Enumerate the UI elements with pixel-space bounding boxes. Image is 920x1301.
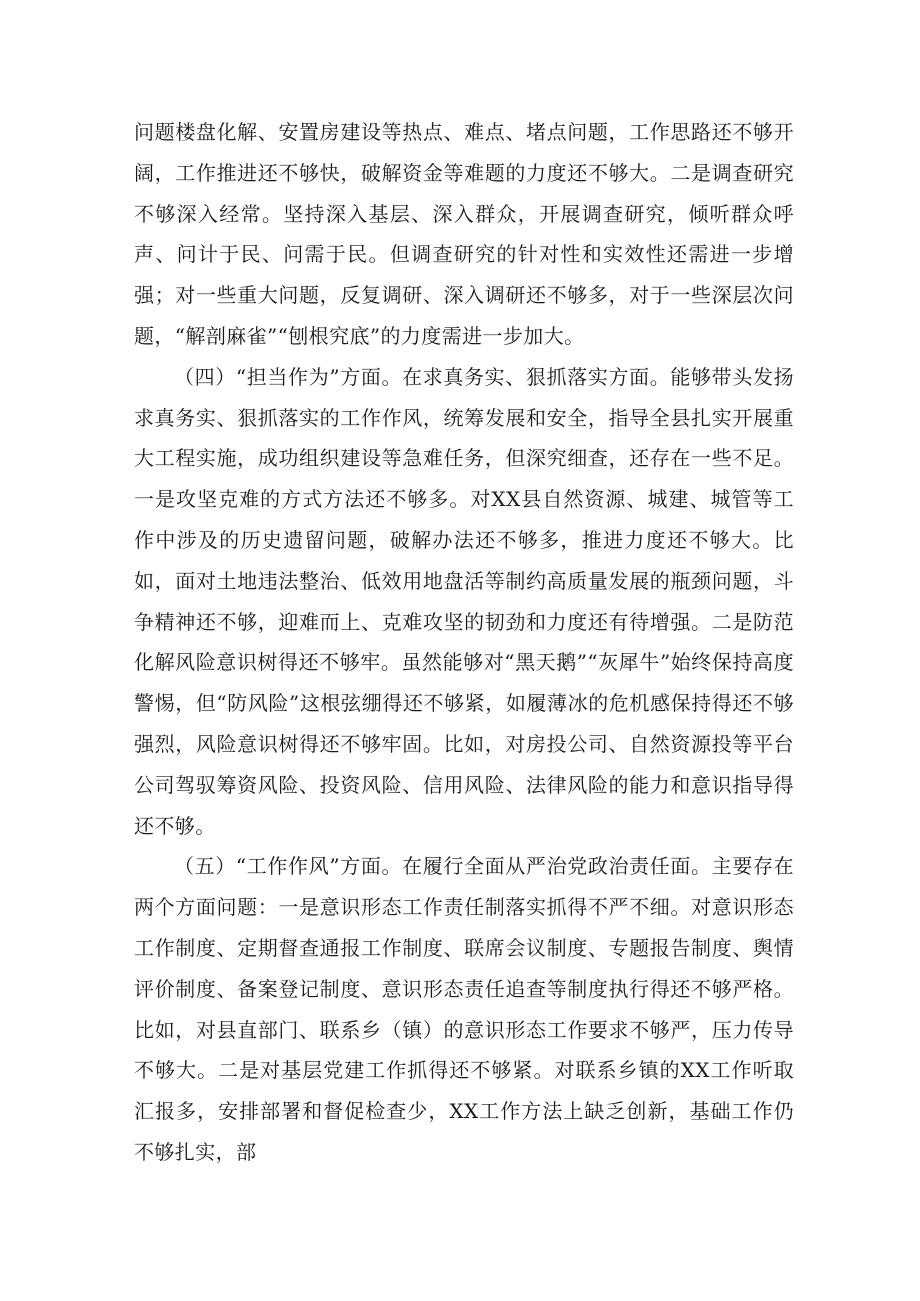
document-body <box>134 112 794 1173</box>
paragraph-section-four: （四）“担当作为”方面。在求真务实、狠抓落实方面。能够带头发扬求真务实、狠抓落实的工作作风，统筹发展和安全，指导全县扎实开展重大工程实施，成功组织建设等急难任务，但深究细查，还存在一些不足。一是攻坚克难的方式方法还不够多。对XX县自然资源、城建、城管等工作中涉及的历史遗留问题，破解办法还不够多，推进力度还不够大。比如，面对土地违法整治、低效用地盘活等制约高质量发展的瓶颈问题，斗争精神还不够，迎难而上、克难攻坚的韧劲和力度还有待增强。二是防范化解风险意识树得还不够牢。虽然能够对“黑天鹅”“灰犀牛”始终保持高度警惕，但“防风险”这根弦绷得还不够紧，如履薄冰的危机感保持得还不够强烈，风险意识树得还不够牢固。比如，对房投公司、自然资源投等平台公司驾驭筹资风险、投资风险、信用风险、法律风险的能力和意识指导得还不够。 <box>134 364 794 838</box>
paragraph-continued: 问题楼盘化解、安置房建设等热点、难点、堵点问题，工作思路还不够开阔，工作推进还不够快，破解资金等难题的力度还不够大。二是调查研究不够深入经常。坚持深入基层、深入群众，开展调查研究，倾听群众呼声、问计于民、问需于民。但调查研究的针对性和实效性还需进一步增强；对一些重大问题，反复调研、深入调研还不够多，对于一些深层次问题，“解剖麻雀”“刨根究底”的力度需进一步加大。 <box>134 120 794 348</box>
paragraph-section-five: （五）“工作作风”方面。在履行全面从严治党政治责任面。主要存在两个方面问题：一是意识形态工作责任制落实抓得不严不细。对意识形态工作制度、定期督查通报工作制度、联席会议制度、专题报告制度、舆情评价制度、备案登记制度、意识形态责任追查等制度执行得还不够严格。比如，对县直部门、联系乡（镇）的意识形态工作要求不够严，压力传导不够大。二是对基层党建工作抓得还不够紧。对联系乡镇的XX工作听取汇报多，安排部署和督促检查少，XX工作方法上缺乏创新，基础工作仍不够扎实，部 <box>134 854 794 1164</box>
